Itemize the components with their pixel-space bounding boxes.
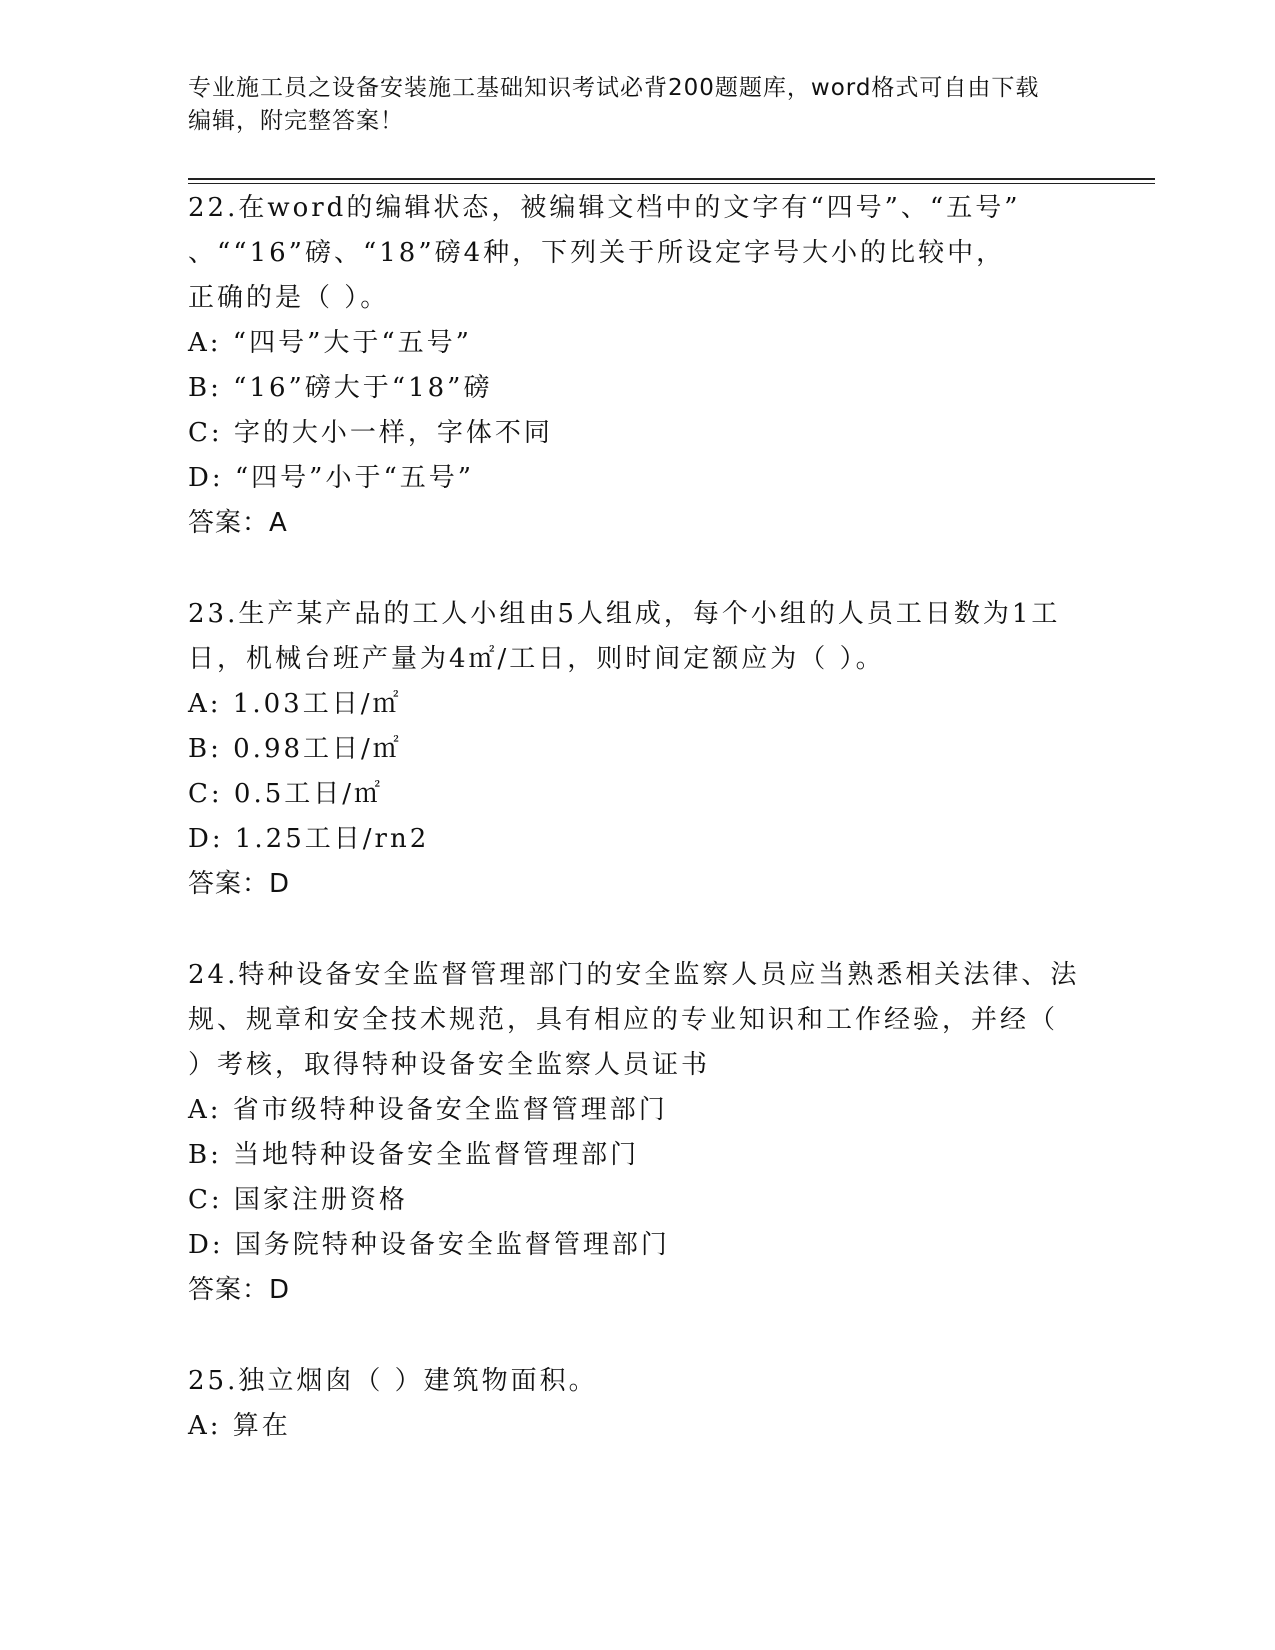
question-stem-line: ）考核，取得特种设备安全监察人员证书 — [188, 1050, 711, 1080]
question-stem-line: 正确的是（ ）。 — [188, 283, 390, 313]
header-line-2: 编辑，附完整答案！ — [188, 108, 404, 134]
question-stem — [188, 186, 1088, 321]
option-d: D: 国务院特种设备安全监督管理部门 — [188, 1230, 670, 1260]
option-d: D: 1.25工日/rn2 — [188, 824, 430, 854]
option-a: A: 省市级特种设备安全监督管理部门 — [188, 1095, 668, 1125]
document-header — [188, 72, 1088, 138]
option-c: C: 国家注册资格 — [188, 1185, 408, 1215]
question-24 — [188, 953, 1088, 1313]
header-line-1: 专业施工员之设备安装施工基础知识考试必背200题题库，word格式可自由下载 — [188, 75, 1040, 101]
header-divider-thin — [188, 183, 1155, 184]
option-b: B: 0.98工日/㎡ — [188, 734, 402, 764]
question-stem — [188, 953, 1088, 1088]
question-stem-line: 规、规章和安全技术规范，具有相应的专业知识和工作经验，并经（ — [188, 1005, 1059, 1035]
question-stem — [188, 592, 1088, 682]
question-stem-line: 22.在word的编辑状态，被编辑文档中的文字有“四号”、“五号” — [188, 193, 1021, 223]
answer-line: 答案：A — [188, 508, 288, 538]
option-c: C: 字的大小一样，字体不同 — [188, 418, 553, 448]
answer-line: 答案：D — [188, 1275, 291, 1305]
question-stem-line: 23.生产某产品的工人小组由5人组成，每个小组的人员工日数为1工 — [188, 599, 1061, 629]
question-25 — [188, 1359, 1088, 1449]
option-a: A: 算在 — [188, 1411, 291, 1441]
option-a: A: “四号”大于“五号” — [188, 328, 472, 358]
question-list — [188, 186, 1088, 1495]
question-stem-line: 日，机械台班产量为4㎡/工日，则时间定额应为（ ）。 — [188, 644, 885, 674]
question-stem-line: 24.特种设备安全监督管理部门的安全监察人员应当熟悉相关法律、法 — [188, 960, 1080, 990]
option-b: B: “16”磅大于“18”磅 — [188, 373, 493, 403]
answer-line: 答案：D — [188, 869, 291, 899]
question-stem — [188, 1359, 1088, 1404]
option-c: C: 0.5工日/㎡ — [188, 779, 384, 809]
option-d: D: “四号”小于“五号” — [188, 463, 475, 493]
option-a: A: 1.03工日/㎡ — [188, 689, 402, 719]
question-23 — [188, 592, 1088, 907]
question-stem-line: 25.独立烟囱（ ）建筑物面积。 — [188, 1366, 598, 1396]
option-b: B: 当地特种设备安全监督管理部门 — [188, 1140, 640, 1170]
question-22 — [188, 186, 1088, 546]
header-divider-thick — [188, 178, 1155, 180]
question-stem-line: 、““16”磅、“18”磅4种，下列关于所设定字号大小的比较中， — [188, 238, 1006, 268]
